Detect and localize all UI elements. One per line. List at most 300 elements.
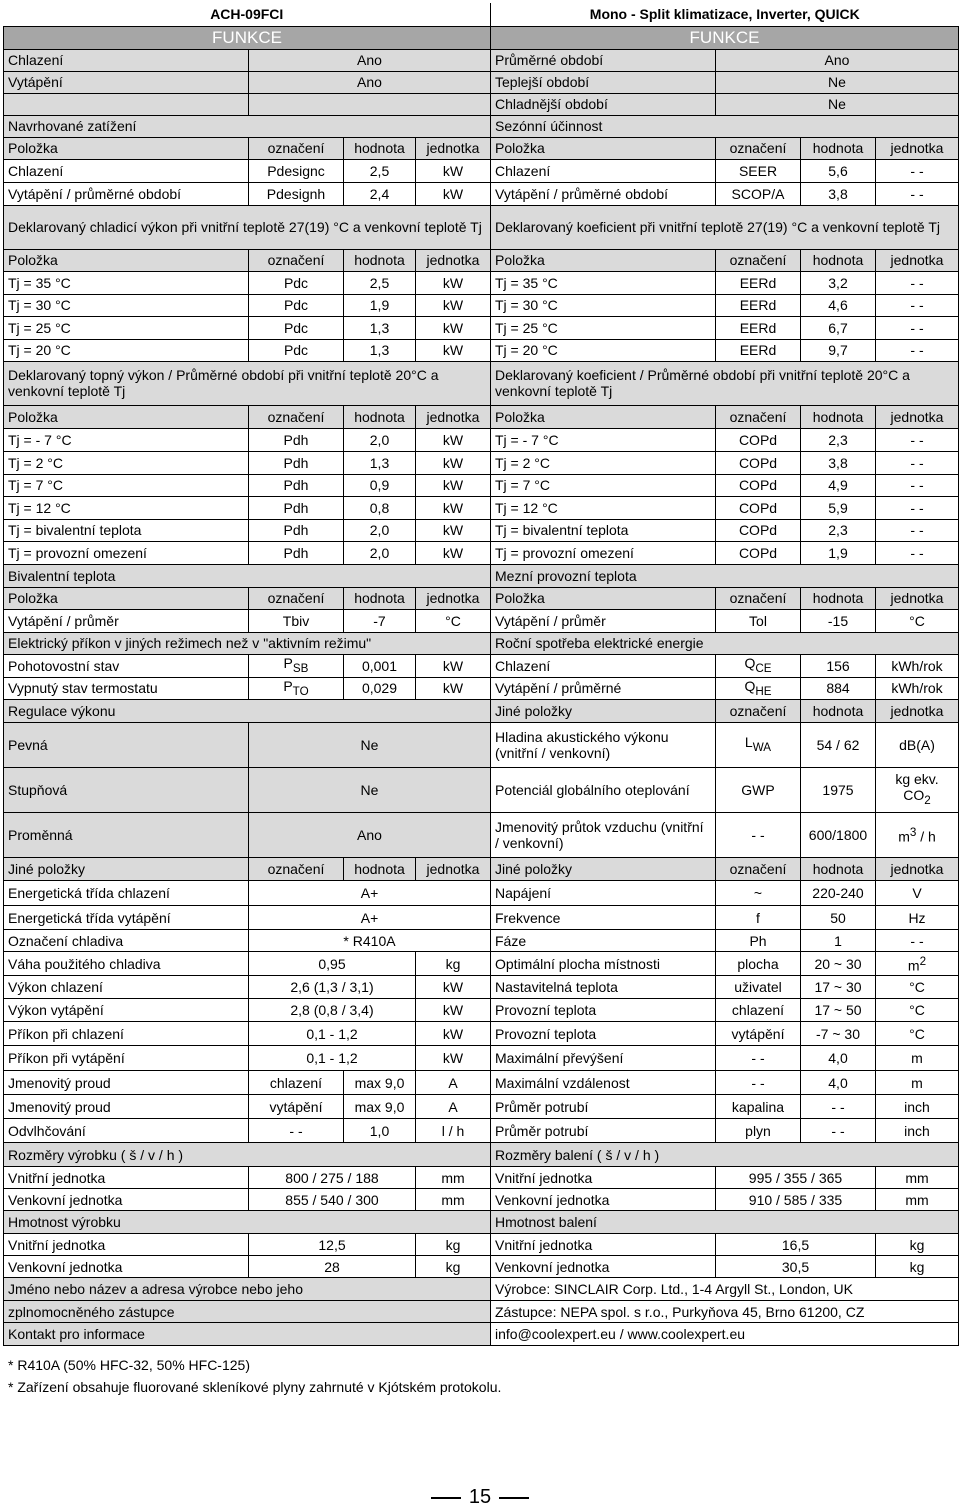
cell-text: FUNKCE xyxy=(689,27,760,47)
table-cell xyxy=(716,700,801,723)
cell-text: FUNKCE xyxy=(212,27,282,47)
cell-text: Energetická třída vytápění xyxy=(8,909,171,926)
cell-text: ~ xyxy=(753,885,763,902)
table-cell xyxy=(876,813,959,858)
cell-text: hodnota xyxy=(812,703,864,720)
cell-text: Položka xyxy=(495,140,545,156)
cell-text: Odvlhčování xyxy=(8,1122,86,1139)
cell-text: označení xyxy=(729,408,787,425)
cell-text: m xyxy=(911,1074,923,1091)
table-cell xyxy=(416,999,491,1022)
cell-text: označení xyxy=(729,703,787,720)
table-row xyxy=(4,723,959,768)
table-cell xyxy=(491,1278,959,1301)
cell-text: kW xyxy=(442,1050,464,1067)
table-row xyxy=(4,952,959,976)
table-cell xyxy=(491,405,716,428)
cell-text: jednotka xyxy=(890,861,944,878)
table-cell xyxy=(4,564,491,587)
cell-text: jednotka xyxy=(890,408,944,425)
table-cell xyxy=(801,451,876,474)
table-cell xyxy=(4,541,249,564)
table-cell xyxy=(491,1071,716,1095)
cell-text: inch xyxy=(904,1122,930,1139)
cell-text: -7 ~ 30 xyxy=(816,1025,860,1042)
table-cell xyxy=(416,976,491,999)
table-row xyxy=(4,930,959,952)
cell-text: 2,5 xyxy=(369,274,390,291)
cell-text: Pdh xyxy=(283,454,309,471)
table-cell xyxy=(716,768,801,813)
cell-text: m xyxy=(898,829,910,846)
table-row xyxy=(4,1189,959,1211)
cell-text: EERd xyxy=(739,319,777,336)
cell-text: Bivalentní teplota xyxy=(8,567,116,584)
table-cell xyxy=(416,858,491,881)
table-cell xyxy=(801,159,876,182)
table-cell xyxy=(416,654,491,677)
table-cell xyxy=(716,71,959,93)
table-cell xyxy=(4,405,249,428)
cell-text: °C xyxy=(909,612,925,629)
cell-text: Pdc xyxy=(283,274,309,291)
cell-text: kg xyxy=(445,1236,461,1253)
table-cell xyxy=(801,700,876,723)
table-cell xyxy=(716,1234,876,1256)
table-cell xyxy=(249,541,344,564)
table-cell xyxy=(416,182,491,205)
cell-text: COPd xyxy=(738,499,778,516)
cell-text: Jmenovitý průtok vzduchu (vnitřní / venkovní) xyxy=(495,819,704,852)
table-cell xyxy=(4,271,249,294)
cell-text: 220-240 xyxy=(812,885,864,902)
cell-text: Provozní teplota xyxy=(495,1002,597,1019)
table-cell xyxy=(344,405,416,428)
cell-text: A xyxy=(448,1074,458,1091)
cell-text: A+ xyxy=(360,885,379,902)
cell-text: 3,8 xyxy=(828,185,848,202)
cell-text: °C xyxy=(445,612,461,629)
table-row xyxy=(4,632,959,654)
table-cell xyxy=(249,249,344,271)
table-cell xyxy=(801,405,876,428)
table-cell xyxy=(491,1119,716,1143)
cell-text: Chlazení xyxy=(8,52,64,68)
table-cell xyxy=(249,813,491,858)
table-cell xyxy=(491,339,716,361)
cell-text: označení xyxy=(729,140,787,156)
cell-text: jednotka xyxy=(426,861,480,878)
cell-text: m xyxy=(907,957,920,974)
table-row xyxy=(4,677,959,700)
cell-text: kW xyxy=(442,979,464,996)
table-cell xyxy=(344,137,416,159)
cell-text: označení xyxy=(267,140,325,156)
table-cell xyxy=(4,496,249,519)
table-cell xyxy=(4,1301,491,1323)
table-cell xyxy=(4,294,249,316)
cell-text: Ano xyxy=(824,52,850,68)
table-cell xyxy=(344,182,416,205)
table-cell xyxy=(801,496,876,519)
table-cell xyxy=(491,93,716,115)
table-cell xyxy=(344,1119,416,1143)
cell-text: °C xyxy=(909,979,925,996)
cell-text: Výrobce: SINCLAIR Corp. Ltd., 1-4 Argyll St., London, UK xyxy=(495,1281,853,1298)
cell-text: Pevná xyxy=(8,737,48,754)
cell-text: 54 / 62 xyxy=(816,737,860,754)
table-cell xyxy=(491,137,716,159)
table-cell xyxy=(876,182,959,205)
table-cell xyxy=(4,1119,249,1143)
cell-text: - - xyxy=(751,827,765,844)
table-cell xyxy=(249,654,344,677)
cell-text: jednotka xyxy=(890,703,944,720)
cell-text: Položka xyxy=(8,408,58,425)
table-cell xyxy=(876,654,959,677)
cell-text: Pdc xyxy=(283,297,309,313)
table-cell xyxy=(716,881,801,906)
cell-text: Ano xyxy=(357,827,382,844)
cell-text: 884 xyxy=(826,680,850,697)
table-cell xyxy=(876,723,959,768)
table-cell xyxy=(344,294,416,316)
cell-text: Kontakt pro informace xyxy=(8,1326,145,1343)
table-cell xyxy=(344,451,416,474)
table-cell xyxy=(801,1022,876,1046)
table-cell xyxy=(716,541,801,564)
cell-text: 1,3 xyxy=(369,454,390,471)
cell-text: hodnota xyxy=(354,861,405,878)
table-cell xyxy=(716,428,801,451)
table-row xyxy=(4,249,959,271)
table-row xyxy=(4,428,959,451)
table-row xyxy=(4,496,959,519)
table-cell xyxy=(876,1167,959,1189)
table-cell xyxy=(801,316,876,339)
table-cell xyxy=(344,496,416,519)
table-cell xyxy=(801,813,876,858)
table-cell xyxy=(344,474,416,496)
table-row xyxy=(4,1301,959,1323)
cell-text: Venkovní jednotka xyxy=(495,1191,610,1208)
cell-text: plyn xyxy=(745,1122,771,1139)
cell-text: Tj = 2 °C xyxy=(495,454,551,471)
table-row xyxy=(4,1119,959,1143)
table-cell xyxy=(249,405,344,428)
table-row xyxy=(4,271,959,294)
cell-text: COPd xyxy=(738,522,778,538)
cell-text: 3,8 xyxy=(828,454,848,471)
cell-text: Tj = 7 °C xyxy=(495,477,551,493)
cell-text: - - xyxy=(910,297,924,313)
cell-text: kW xyxy=(442,185,464,202)
table-cell xyxy=(344,609,416,632)
cell-text: Pdc xyxy=(283,319,309,336)
table-cell xyxy=(491,519,716,541)
table-cell xyxy=(249,609,344,632)
table-cell xyxy=(491,428,716,451)
table-cell xyxy=(716,1095,801,1119)
table-cell xyxy=(491,474,716,496)
table-cell xyxy=(876,1095,959,1119)
table-cell xyxy=(4,813,249,858)
table-cell xyxy=(4,1323,491,1346)
footnote-refrigerant: * R410A (50% HFC-32, 50% HFC-125) xyxy=(8,1357,250,1373)
cell-text: Položka xyxy=(495,252,545,268)
table-cell xyxy=(801,428,876,451)
table-cell xyxy=(876,952,959,976)
table-cell xyxy=(716,813,801,858)
table-cell xyxy=(4,654,249,677)
table-cell xyxy=(491,205,959,249)
cell-text: 3,2 xyxy=(828,274,848,291)
cell-text: Výkon vytápění xyxy=(8,1002,104,1019)
table-cell xyxy=(876,677,959,700)
table-cell xyxy=(491,858,716,881)
table-row xyxy=(4,451,959,474)
table-cell xyxy=(716,316,801,339)
table-cell xyxy=(249,49,491,71)
cell-text: Vytápění / průměrné období xyxy=(8,185,182,202)
table-cell xyxy=(716,339,801,361)
table-cell xyxy=(416,1119,491,1143)
table-cell xyxy=(876,519,959,541)
table-cell xyxy=(416,339,491,361)
table-cell xyxy=(416,271,491,294)
table-row xyxy=(4,858,959,881)
cell-text: 2,4 xyxy=(369,185,390,202)
cell-superscript: 2 xyxy=(919,954,927,968)
product-title: Mono - Split klimatizace, Inverter, QUICK xyxy=(491,3,959,26)
table-cell xyxy=(4,1256,249,1278)
table-cell xyxy=(4,1046,249,1071)
table-cell xyxy=(876,1234,959,1256)
cell-text: Ano xyxy=(357,52,382,68)
cell-text: kg xyxy=(909,1258,925,1275)
table-cell xyxy=(801,587,876,609)
cell-text: hodnota xyxy=(812,590,864,606)
table-cell xyxy=(876,294,959,316)
table-row xyxy=(4,49,959,71)
table-cell xyxy=(249,1256,416,1278)
cell-text: zplnomocněného zástupce xyxy=(8,1303,175,1320)
table-cell xyxy=(344,858,416,881)
table-cell xyxy=(491,496,716,519)
cell-text: Roční spotřeba elektrické energie xyxy=(495,635,704,651)
cell-text: vytápění xyxy=(269,1098,323,1115)
table-cell xyxy=(249,316,344,339)
cell-text: hodnota xyxy=(354,140,405,156)
cell-text: Maximální vzdálenost xyxy=(495,1074,630,1091)
cell-text: - - xyxy=(910,185,924,202)
table-cell xyxy=(4,768,249,813)
table-cell xyxy=(801,930,876,952)
cell-text: mm xyxy=(905,1169,929,1186)
cell-text: označení xyxy=(267,861,325,878)
cell-text: 30,5 xyxy=(781,1258,810,1275)
table-cell xyxy=(249,339,344,361)
table-cell xyxy=(249,1095,344,1119)
cell-text: Vnitřní jednotka xyxy=(8,1236,106,1253)
table-row xyxy=(4,1278,959,1301)
cell-text: Rozměry výrobku ( š / v / h ) xyxy=(8,1146,184,1163)
cell-text: SCOP/A xyxy=(731,185,785,202)
table-cell xyxy=(249,451,344,474)
table-row xyxy=(4,1256,959,1278)
table-cell xyxy=(344,428,416,451)
cell-text: mm xyxy=(905,1191,929,1208)
table-cell xyxy=(716,159,801,182)
cell-text: 0,001 xyxy=(361,657,398,674)
table-row xyxy=(4,316,959,339)
cell-text: Maximální převýšení xyxy=(495,1050,624,1067)
cell-text: Jiné položky xyxy=(8,861,86,878)
cell-text: 2,0 xyxy=(369,522,390,538)
cell-text: kg xyxy=(445,955,461,972)
table-row xyxy=(4,26,959,49)
cell-text: Vytápění / průměrné xyxy=(495,680,622,697)
table-cell xyxy=(801,976,876,999)
table-cell xyxy=(876,428,959,451)
table-cell xyxy=(876,700,959,723)
cell-text: - - xyxy=(751,1050,765,1067)
cell-text: Provozní teplota xyxy=(495,1025,597,1042)
table-cell xyxy=(416,587,491,609)
cell-text: Stupňová xyxy=(8,782,68,799)
cell-text: - - xyxy=(910,932,924,949)
cell-text: Váha použitého chladiva xyxy=(8,955,161,972)
cell-text: Hz xyxy=(908,909,926,926)
table-cell xyxy=(416,137,491,159)
cell-text: Hmotnost balení xyxy=(495,1214,597,1231)
table-cell xyxy=(801,677,876,700)
table-cell xyxy=(716,519,801,541)
table-cell xyxy=(491,1022,716,1046)
table-cell xyxy=(344,1071,416,1095)
cell-text: označení xyxy=(267,408,325,425)
cell-text: označení xyxy=(267,590,325,606)
table-cell xyxy=(716,405,801,428)
cell-text: Q xyxy=(744,677,756,694)
table-cell xyxy=(491,1095,716,1119)
table-cell xyxy=(4,205,491,249)
cell-text: hodnota xyxy=(812,140,864,156)
table-row xyxy=(4,115,959,137)
table-cell xyxy=(491,976,716,999)
cell-text: Pdh xyxy=(283,522,309,538)
table-cell xyxy=(491,999,716,1022)
cell-text: 17 ~ 50 xyxy=(814,1002,862,1019)
cell-text: 5,9 xyxy=(828,499,848,516)
table-cell xyxy=(4,137,249,159)
cell-text: - - xyxy=(831,1098,845,1115)
cell-text: plocha xyxy=(737,955,779,972)
table-cell xyxy=(416,1234,491,1256)
table-cell xyxy=(491,609,716,632)
cell-subscript: SB xyxy=(292,661,309,675)
table-cell xyxy=(716,654,801,677)
table-cell xyxy=(416,405,491,428)
table-cell xyxy=(491,159,716,182)
table-cell xyxy=(4,519,249,541)
cell-text: Příkon při chlazení xyxy=(8,1025,124,1042)
cell-text: - - xyxy=(910,454,924,471)
table-cell xyxy=(249,271,344,294)
table-cell xyxy=(876,1256,959,1278)
cell-text: - - xyxy=(910,162,924,179)
table-cell xyxy=(876,1071,959,1095)
table-cell xyxy=(4,952,249,976)
cell-text: kW xyxy=(442,1025,464,1042)
cell-text: - - xyxy=(289,1122,303,1139)
cell-text: 995 / 355 / 365 xyxy=(748,1169,843,1186)
table-cell xyxy=(876,316,959,339)
cell-text: mm xyxy=(441,1169,465,1186)
cell-text: kW xyxy=(442,431,464,448)
table-row xyxy=(4,768,959,813)
cell-text: kg xyxy=(909,1236,925,1253)
cell-text: Deklarovaný koeficient při vnitřní teplotě 27(19) °C a venkovní teplotě Tj xyxy=(495,219,941,235)
table-cell xyxy=(4,71,249,93)
cell-text: Tj = 12 °C xyxy=(495,499,558,516)
cell-text: kWh/rok xyxy=(891,680,943,697)
cell-text: Tj = 30 °C xyxy=(8,297,71,313)
cell-text: 1,0 xyxy=(369,1122,390,1139)
table-cell xyxy=(4,587,249,609)
cell-text: Položka xyxy=(8,140,58,156)
cell-text: Tj = 2 °C xyxy=(8,454,64,471)
cell-text: 910 / 585 / 335 xyxy=(748,1191,843,1208)
table-cell xyxy=(491,182,716,205)
cell-text: 4,0 xyxy=(828,1050,848,1067)
table-cell xyxy=(491,249,716,271)
cell-text: 1,3 xyxy=(369,319,390,336)
table-cell xyxy=(716,249,801,271)
table-cell xyxy=(716,294,801,316)
table-cell xyxy=(876,137,959,159)
table-row xyxy=(4,182,959,205)
cell-text: chlazení xyxy=(731,1002,785,1019)
table-cell xyxy=(4,1211,491,1234)
cell-text: dB(A) xyxy=(899,737,935,754)
table-cell xyxy=(876,451,959,474)
table-cell xyxy=(801,1095,876,1119)
table-row xyxy=(4,1211,959,1234)
table-cell xyxy=(249,1234,416,1256)
table-cell xyxy=(491,1046,716,1071)
cell-text: Venkovní jednotka xyxy=(8,1258,123,1275)
table-cell xyxy=(801,609,876,632)
cell-text: Tj = 25 °C xyxy=(495,319,558,336)
cell-text: uživatel xyxy=(734,979,782,996)
table-cell xyxy=(249,1022,416,1046)
table-cell xyxy=(249,1071,344,1095)
table-row xyxy=(4,999,959,1022)
cell-text: EERd xyxy=(739,297,777,313)
table-cell xyxy=(801,1046,876,1071)
table-cell xyxy=(491,587,716,609)
table-row xyxy=(4,881,959,906)
table-cell xyxy=(344,654,416,677)
cell-text: * R410A xyxy=(343,932,396,949)
table-cell xyxy=(4,182,249,205)
table-cell xyxy=(801,474,876,496)
table-cell xyxy=(416,159,491,182)
table-cell xyxy=(801,137,876,159)
cell-text: kW xyxy=(442,680,464,697)
cell-text: Pdh xyxy=(283,477,309,493)
